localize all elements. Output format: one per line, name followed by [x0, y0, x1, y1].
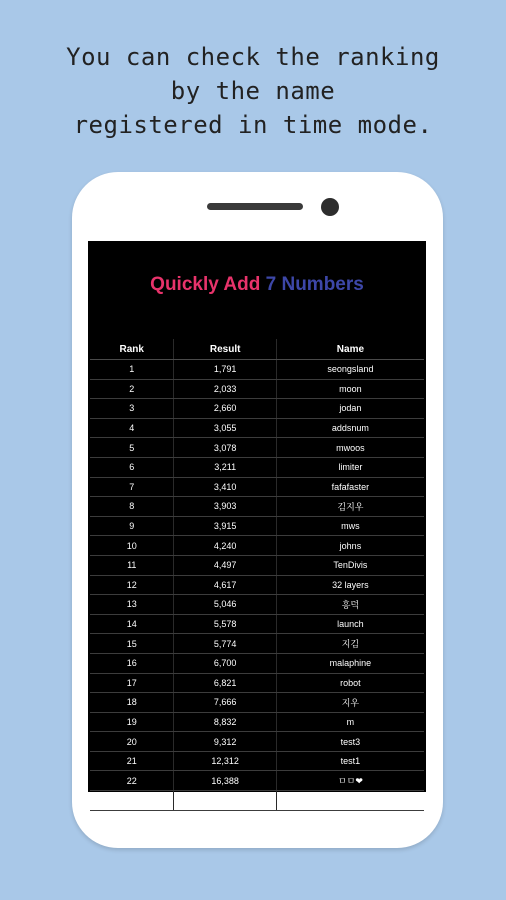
cell-rank: 5 — [90, 438, 174, 458]
cell-name: johns — [276, 536, 424, 556]
cell-result: 3,078 — [174, 438, 276, 458]
app-title-part2: Numbers — [281, 274, 364, 295]
cell-rank: 16 — [90, 653, 174, 673]
cell-result: 2,660 — [174, 399, 276, 419]
cell-result: 3,915 — [174, 516, 276, 536]
ranking-table-body — [90, 360, 424, 811]
promo-caption — [0, 40, 506, 142]
cell-rank: 21 — [90, 751, 174, 771]
cell-name: malaphine — [276, 653, 424, 673]
cell-rank: 17 — [90, 673, 174, 693]
table-row — [90, 673, 424, 693]
cell-rank: 12 — [90, 575, 174, 595]
cell-rank: 18 — [90, 693, 174, 713]
table-row — [90, 653, 424, 673]
table-row — [90, 516, 424, 536]
cell-name: 김지우 — [276, 791, 424, 811]
cell-name: mwoos — [276, 438, 424, 458]
cell-rank: 7 — [90, 477, 174, 497]
cell-result: 4,240 — [174, 536, 276, 556]
table-row — [90, 791, 424, 811]
column-header-rank: Rank — [90, 339, 174, 360]
cell-result: 3,211 — [174, 457, 276, 477]
phone-screen — [88, 241, 426, 806]
cell-name: launch — [276, 614, 424, 634]
cell-name: test1 — [276, 751, 424, 771]
cell-name: limiter — [276, 457, 424, 477]
caption-line-1: You can check the ranking — [66, 43, 440, 71]
cell-result: 3,410 — [174, 477, 276, 497]
cell-name: 흥덕 — [276, 595, 424, 615]
table-row — [90, 497, 424, 517]
cell-result: 1,791 — [174, 360, 276, 380]
app-title-part1: Quickly Add — [150, 274, 261, 295]
table-row — [90, 360, 424, 380]
cell-rank: 8 — [90, 497, 174, 517]
cell-result: 5,774 — [174, 634, 276, 654]
column-header-result: Result — [174, 339, 276, 360]
cell-rank: 1 — [90, 360, 174, 380]
table-row — [90, 712, 424, 732]
cell-result: 12,312 — [174, 751, 276, 771]
cell-result: 6,821 — [174, 673, 276, 693]
table-row — [90, 438, 424, 458]
cell-result: 7,666 — [174, 693, 276, 713]
table-row — [90, 634, 424, 654]
cell-rank: 20 — [90, 732, 174, 752]
cell-result: 16,388 — [174, 771, 276, 791]
cell-result: 3,903 — [174, 497, 276, 517]
cell-result: 8,832 — [174, 712, 276, 732]
table-row — [90, 536, 424, 556]
cell-name: mws — [276, 516, 424, 536]
cell-name: m — [276, 712, 424, 732]
cell-name: addsnum — [276, 418, 424, 438]
table-row — [90, 379, 424, 399]
cell-name: ㅁㅁ❤ — [276, 771, 424, 791]
cell-rank: 14 — [90, 614, 174, 634]
app-title-number: 7 — [265, 274, 277, 295]
cell-rank: 15 — [90, 634, 174, 654]
cell-rank: 9 — [90, 516, 174, 536]
cell-name: test3 — [276, 732, 424, 752]
cell-name: 32 layers — [276, 575, 424, 595]
caption-line-3: registered in time mode. — [73, 111, 433, 139]
cell-rank: 10 — [90, 536, 174, 556]
cell-result: 6,700 — [174, 653, 276, 673]
table-row — [90, 575, 424, 595]
cell-rank: 2 — [90, 379, 174, 399]
phone-speaker — [207, 203, 303, 210]
cell-name: 김지우 — [276, 497, 424, 517]
cell-result: 5,578 — [174, 614, 276, 634]
cell-result: 4,617 — [174, 575, 276, 595]
cell-name: 지김 — [276, 634, 424, 654]
cell-rank: 23 — [90, 791, 174, 811]
cell-result: 17,010 — [174, 791, 276, 811]
ranking-table — [90, 339, 424, 811]
app-title — [88, 274, 426, 296]
cell-rank: 19 — [90, 712, 174, 732]
cell-rank: 13 — [90, 595, 174, 615]
cell-name: fafafaster — [276, 477, 424, 497]
cell-name: TenDivis — [276, 555, 424, 575]
table-row — [90, 595, 424, 615]
cell-result: 5,046 — [174, 595, 276, 615]
phone-frame — [72, 172, 443, 848]
table-row — [90, 457, 424, 477]
cell-name: seongsland — [276, 360, 424, 380]
table-row — [90, 751, 424, 771]
table-row — [90, 771, 424, 791]
table-row — [90, 477, 424, 497]
cell-rank: 6 — [90, 457, 174, 477]
table-row — [90, 693, 424, 713]
cell-result: 3,055 — [174, 418, 276, 438]
cell-name: 지우 — [276, 693, 424, 713]
cell-rank: 3 — [90, 399, 174, 419]
column-header-name: Name — [276, 339, 424, 360]
cell-name: moon — [276, 379, 424, 399]
caption-line-2: by the name — [170, 77, 336, 105]
cell-rank: 22 — [90, 771, 174, 791]
table-header-row — [90, 339, 424, 360]
table-row — [90, 732, 424, 752]
cell-name: robot — [276, 673, 424, 693]
cell-rank: 4 — [90, 418, 174, 438]
cell-rank: 11 — [90, 555, 174, 575]
cell-result: 4,497 — [174, 555, 276, 575]
table-row — [90, 418, 424, 438]
cell-result: 9,312 — [174, 732, 276, 752]
table-row — [90, 399, 424, 419]
table-row — [90, 555, 424, 575]
phone-camera — [321, 198, 339, 216]
table-row — [90, 614, 424, 634]
cell-name: jodan — [276, 399, 424, 419]
cell-result: 2,033 — [174, 379, 276, 399]
